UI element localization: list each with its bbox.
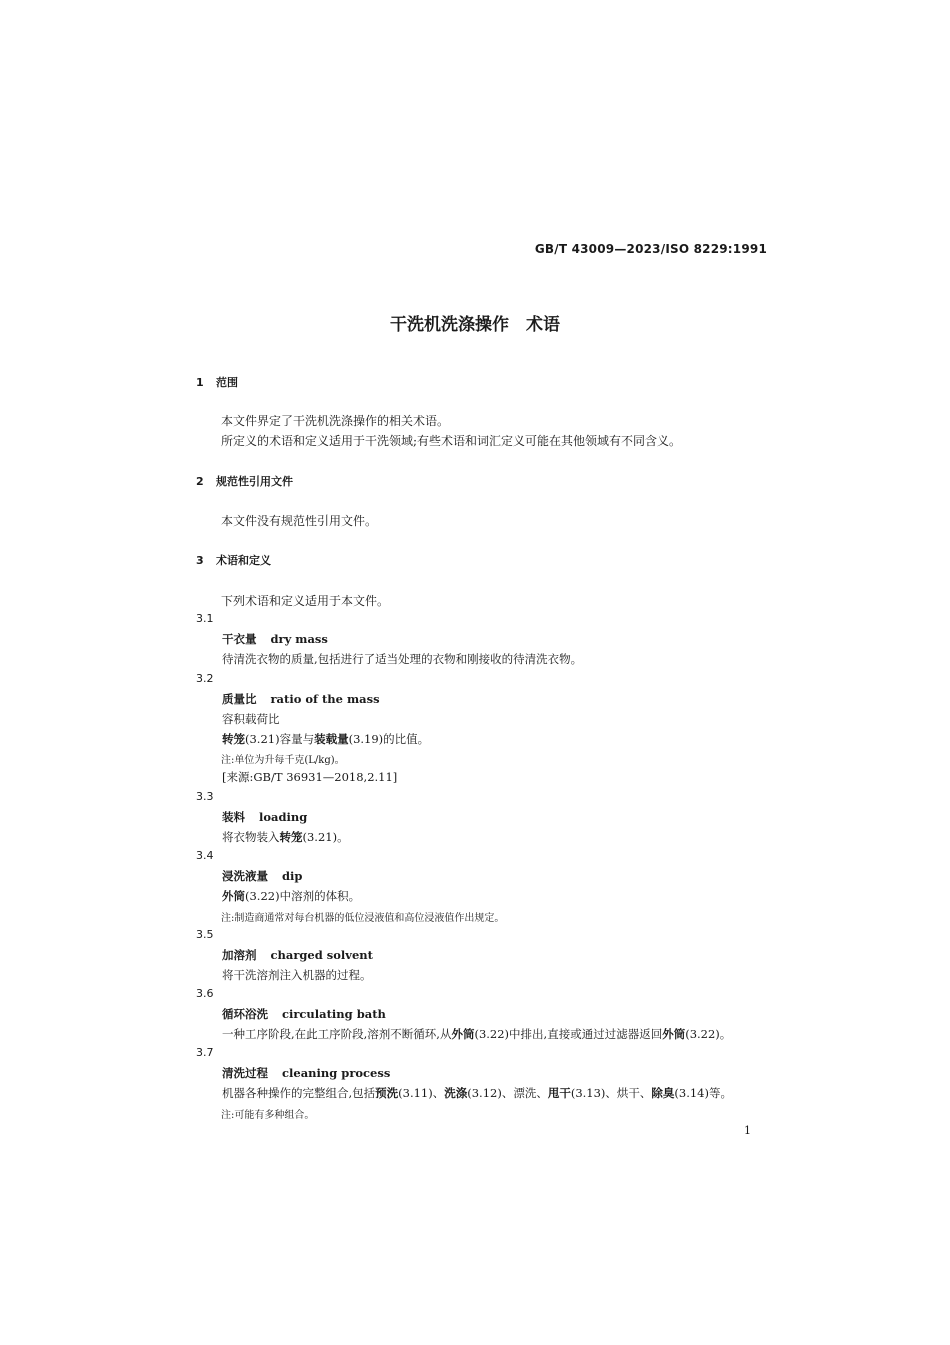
term-definition <box>222 731 429 747</box>
definition-text: (3.22)中溶剂的体积。 <box>245 889 361 903</box>
term-english: circulating bath <box>282 1007 386 1021</box>
definition-text: 机器各种操作的完整组合,包括 <box>222 1086 376 1100</box>
section-number: 2 <box>196 475 204 488</box>
term-heading <box>222 1065 390 1081</box>
term-definition <box>222 829 349 845</box>
term-english: ratio of the mass <box>270 692 380 706</box>
section-heading-scope <box>196 374 238 390</box>
term-english: charged solvent <box>270 948 373 962</box>
term-number: 3.7 <box>196 1046 214 1059</box>
term-heading <box>222 1006 386 1022</box>
term-note: 注:单位为升每千克(L/kg)。 <box>221 755 345 766</box>
term-number: 3.1 <box>196 612 214 625</box>
section-number: 3 <box>196 554 204 567</box>
cross-ref-term: 转笼 <box>279 830 303 844</box>
cross-ref-term: 除臭 <box>651 1086 675 1100</box>
term-number: 3.4 <box>196 849 214 862</box>
paragraph: 本文件没有规范性引用文件。 <box>221 514 378 528</box>
term-note: 注:可能有多种组合。 <box>221 1110 315 1121</box>
term-definition: 将干洗溶剂注入机器的过程。 <box>222 968 372 982</box>
definition-text: (3.11)、 <box>398 1086 445 1100</box>
term-note: 注:制造商通常对每台机器的低位浸液值和高位浸液值作出规定。 <box>221 913 505 924</box>
term-heading <box>222 691 380 707</box>
term-definition <box>222 1085 732 1101</box>
section-number: 1 <box>196 376 204 389</box>
definition-text: (3.22)中排出,直接或通过过滤器返回 <box>474 1027 663 1041</box>
section-title: 规范性引用文件 <box>216 475 293 488</box>
term-chinese: 清洗过程 <box>222 1066 268 1080</box>
term-definition <box>222 888 360 904</box>
cross-ref-term: 甩干 <box>547 1086 571 1100</box>
cross-ref-term: 装载量 <box>314 732 349 746</box>
paragraph: 本文件界定了干洗机洗涤操作的相关术语。 <box>221 414 450 428</box>
term-admitted-synonym: 容积载荷比 <box>222 712 280 726</box>
term-chinese: 浸洗液量 <box>222 869 268 883</box>
term-definition: 待清洗衣物的质量,包括进行了适当处理的衣物和刚接收的待清洗衣物。 <box>222 652 583 666</box>
page-number: 1 <box>744 1124 751 1137</box>
term-source: [来源:GB/T 36931—2018,2.11] <box>222 770 398 784</box>
term-chinese: 干衣量 <box>222 632 257 646</box>
term-definition <box>222 1026 731 1042</box>
term-chinese: 装料 <box>222 810 245 824</box>
term-heading <box>222 631 328 647</box>
term-english: dry mass <box>270 632 328 646</box>
section-title: 术语和定义 <box>216 554 271 567</box>
term-english: cleaning process <box>282 1066 391 1080</box>
definition-text: 将衣物装入 <box>222 830 280 844</box>
term-chinese: 质量比 <box>222 692 257 706</box>
cross-ref-term: 预洗 <box>375 1086 399 1100</box>
cross-ref-term: 外筒 <box>222 889 245 903</box>
cross-ref-term: 外筒 <box>662 1027 686 1041</box>
definition-text: (3.12)、漂洗、 <box>467 1086 548 1100</box>
definition-text: (3.22)。 <box>685 1027 732 1041</box>
paragraph: 下列术语和定义适用于本文件。 <box>221 594 390 608</box>
definition-text: (3.21)。 <box>302 830 349 844</box>
definition-text: 一种工序阶段,在此工序阶段,溶剂不断循环,从 <box>222 1027 452 1041</box>
cross-ref-term: 外筒 <box>451 1027 475 1041</box>
term-english: dip <box>282 869 303 883</box>
term-number: 3.6 <box>196 987 214 1000</box>
definition-text: (3.13)、烘干、 <box>570 1086 652 1100</box>
definition-text: (3.21)容量与 <box>245 732 315 746</box>
definition-text: (3.14)等。 <box>674 1086 732 1100</box>
term-english: loading <box>259 810 308 824</box>
term-number: 3.3 <box>196 790 214 803</box>
cross-ref-term: 转笼 <box>222 732 245 746</box>
term-heading <box>222 947 373 963</box>
standard-code: GB/T 43009—2023/ISO 8229:1991 <box>534 242 767 256</box>
section-heading-normative-references <box>196 473 293 489</box>
term-number: 3.5 <box>196 928 214 941</box>
term-number: 3.2 <box>196 672 214 685</box>
term-heading <box>222 809 307 825</box>
term-chinese: 加溶剂 <box>222 948 257 962</box>
term-chinese: 循环浴洗 <box>222 1007 268 1021</box>
paragraph: 所定义的术语和定义适用于干洗领域;有些术语和词汇定义可能在其他领域有不同含义。 <box>221 434 682 448</box>
section-heading-terms-definitions <box>196 552 271 568</box>
section-title: 范围 <box>216 376 238 389</box>
term-heading <box>222 868 302 884</box>
document-title: 干洗机洗涤操作 术语 <box>390 315 560 335</box>
cross-ref-term: 洗涤 <box>444 1086 468 1100</box>
definition-text: (3.19)的比值。 <box>348 732 430 746</box>
